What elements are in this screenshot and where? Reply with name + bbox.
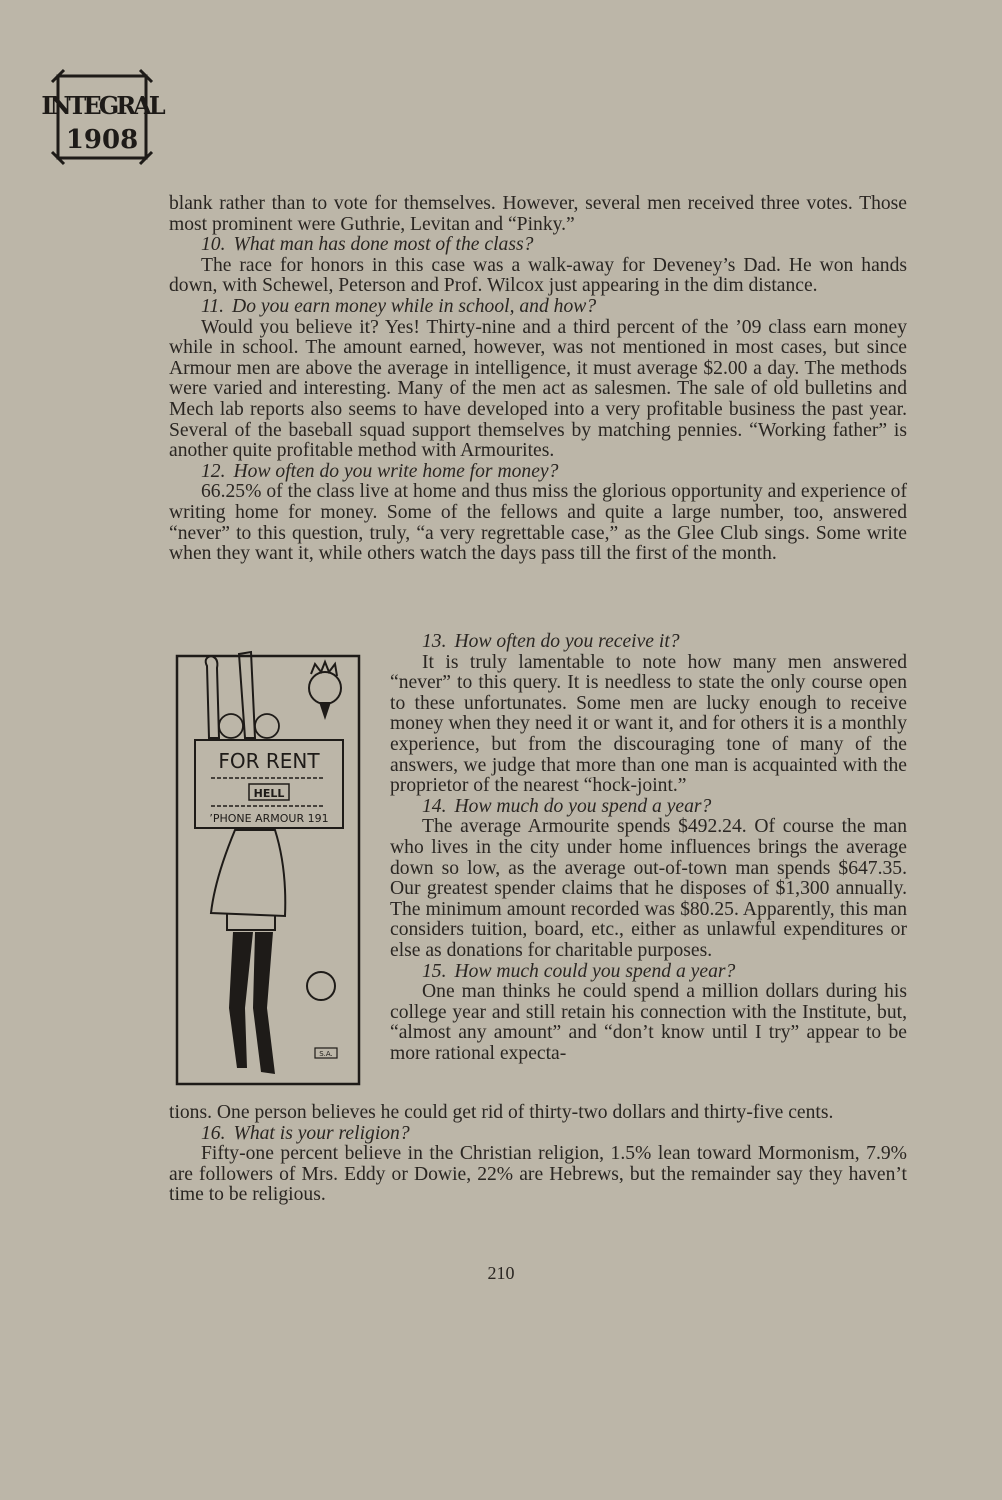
cartoon-drawing [175,648,361,1088]
answer-paragraph: It is truly lamentable to note how many men answered “never” to this query. It is needless to state the only course open to these unfortunates. Some men are lucky enough to receive money when they need it or want it, and for others it is a monthly experience, but from the discouraging tone of many of the answers, we judge that more than one man is acquainted with the proprietor of the nearest “hock-joint.” [390,651,907,797]
top-text-block [169,194,907,565]
question-number: 16. [201,1122,226,1144]
answer-paragraph: Would you believe it? Yes! Thirty-nine and a third percent of the ’09 class earn money while in school. The amount earned, however, was not mentioned in most cases, but since Armour men are above the average in intelligence, it must average $2.00 a day. The methods were varied and interesting. Many of the men act as salesmen. The sale of old bulletins and Mech lab reports also seems to have developed into a very profitable business the past year. Several of the baseball squad support themselves by matching pennies. “Working father” is another quite profitable method with Armourites. [169,316,907,462]
grinning-face-icon [309,672,341,704]
question-number: 15. [422,960,447,982]
bottom-text-block [169,1103,907,1206]
answer-paragraph: The average Armourite spends $492.24. Of course the man who lives in the city under home influences brings the average down so low, as the average out-of-town man spends $647.35. Our greatest spender claims that he disposes of $1,300 annually. The minimum amount recorded was $80.25. Apparently, this man considers tuition, board, etc., either as unlawful expenditures or else as donations for charitable purposes. [390,816,907,961]
sign-phone: ’PHONE ARMOUR 191 [209,812,329,825]
question-text: How much do you spend a year? [454,795,712,817]
face-icon [255,714,279,738]
right-column-text [390,632,907,1064]
bat-icon [206,656,219,738]
question-text: Do you earn money while in school, and how? [232,295,597,317]
integral-1908-logo [41,68,163,166]
sign-hell-box: HELL [253,787,285,800]
question-number: 10. [201,234,226,256]
question-heading [169,235,907,256]
answer-paragraph: One man thinks he could spend a million dollars during his college year and still retain his connection with the Institute, but, “almost any amount” and “don’t know until I try” appear to be more rational expecta- [390,981,907,1064]
post-icon [239,652,255,738]
leg-left [229,932,253,1068]
question-number: 11. [201,295,225,317]
artist-signature: S.A. [319,1050,333,1058]
logo-text: INTEGRAL [41,91,163,120]
face-icon [219,714,243,738]
question-text: How often do you write home for money? [233,460,559,482]
answer-paragraph: Fifty-one percent believe in the Christian religion, 1.5% lean toward Mormonism, 7.9% are followers of Mrs. Eddy or Dowie, 22% are Hebrews, but the remainder say they haven’t time to be religious. [169,1143,907,1206]
question-number: 13. [422,631,447,652]
question-heading [390,797,907,818]
question-text: What man has done most of the class? [233,234,534,256]
question-number: 12. [201,460,226,482]
smiling-face-icon [307,972,335,1000]
logo-monogram-icon [41,68,163,166]
answer-paragraph: tions. One person believes he could get rid of thirty-two dollars and thirty-five cents. [169,1102,834,1123]
logo-year: 1908 [65,125,139,155]
question-heading [169,297,907,318]
page-number: 210 [487,1263,515,1283]
question-text: How often do you receive it? [454,631,680,652]
question-heading [169,1124,907,1145]
answer-paragraph: 66.25% of the class live at home and thus miss the glorious opportunity and experience of writing home for money. Some of the fellows and quite a large number, too, answered “never” to this question, truly, “a very regrettable case,” as the Glee Club sings. Some write when they want it, while others watch the days pass till the first of the month. [169,481,907,565]
leg-right [253,932,275,1074]
question-text: What is your religion? [233,1122,410,1144]
question-heading [390,962,907,983]
cape-figure [211,830,285,916]
question-number: 14. [422,795,447,817]
question-heading [390,632,907,653]
question-heading [169,462,907,483]
for-rent-illustration [175,648,361,1088]
answer-paragraph: The race for honors in this case was a walk-away for Deveney’s Dad. He won hands down, with Schewel, Peterson and Prof. Wilcox just appearing in the dim distance. [169,254,907,297]
question-text: How much could you spend a year? [454,960,736,982]
sign-title: FOR RENT [218,749,320,773]
answer-paragraph: blank rather than to vote for themselves. However, several men received three votes. Those most prominent were Guthrie, Levitan and “Pinky.” [169,193,907,235]
